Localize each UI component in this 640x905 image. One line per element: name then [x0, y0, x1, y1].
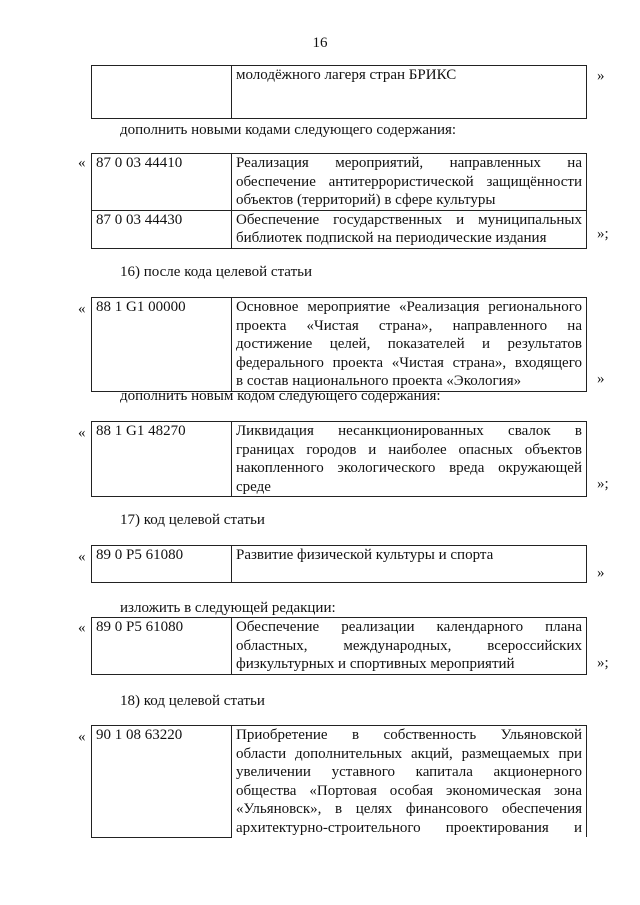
table-row: [92, 210, 587, 248]
table-row: [92, 298, 587, 392]
description-line: областных, международных, всероссийских: [236, 637, 582, 654]
description-line: Приобретение в собственность Ульяновской: [236, 727, 582, 743]
instruction-text: дополнить новым кодом следующего содержания:: [120, 388, 441, 404]
instruction-text: изложить в следующей редакции:: [120, 600, 336, 616]
description-line: федерального проекта «Чистая страна», входящего: [236, 354, 582, 371]
table-row: [92, 422, 587, 497]
opening-quote: «: [78, 301, 86, 317]
description-line: «Ульяновск», в целях финансового обеспечения: [236, 801, 582, 817]
code-table-3: [91, 421, 587, 497]
description-line: накопленного экологического вреда окружающей: [236, 460, 582, 476]
code-cell: 88 1 G1 48270: [92, 422, 232, 497]
description-line: среде: [236, 478, 271, 495]
description-cell: [232, 546, 587, 583]
instruction-text: 18) код целевой статьи: [120, 693, 265, 709]
code-table-4: [91, 545, 587, 583]
description-line: Реализация мероприятий, направленных на: [236, 155, 582, 171]
description-line: проекта «Чистая страна», направленного на: [236, 317, 582, 334]
table-row: [92, 66, 587, 119]
instruction-text: 16) после кода целевой статьи: [120, 264, 313, 280]
instruction-text: дополнить новыми кодами следующего содержания:: [120, 122, 457, 138]
closing-quote: »;: [597, 226, 609, 242]
code-table-6: [91, 725, 587, 838]
code-cell: 87 0 03 44410: [92, 154, 232, 211]
code-cell: 89 0 P5 61080: [92, 618, 232, 675]
table-row: [92, 618, 587, 675]
description-line: в состав национального проекта «Экология»: [236, 373, 522, 389]
code-table-0: [91, 65, 587, 119]
code-cell: 88 1 G1 00000: [92, 298, 232, 392]
opening-quote: «: [78, 729, 86, 745]
description-cell: [232, 210, 587, 248]
opening-quote: «: [78, 425, 86, 441]
closing-quote: »: [597, 68, 605, 84]
code-table-2: [91, 297, 587, 392]
closing-quote: »: [597, 565, 605, 581]
code-cell: 89 0 P5 61080: [92, 546, 232, 583]
description-line: объектов (территорий) в сфере культуры: [236, 192, 496, 208]
description-line: границах городов и наиболее опасных объектов: [236, 441, 582, 458]
table-row: [92, 546, 587, 583]
code-table-1: [91, 153, 587, 249]
description-cell: [232, 154, 587, 211]
description-cell: [232, 66, 587, 119]
opening-quote: «: [78, 155, 86, 171]
description-line: библиотек подпиской на периодические издания: [236, 230, 547, 246]
description-line: физкультурных и спортивных мероприятий: [236, 656, 515, 672]
page-number: 16: [312, 35, 328, 51]
closing-quote: »;: [597, 655, 609, 671]
description-cell: [232, 422, 587, 497]
description-line: Основное мероприятие «Реализация регионального: [236, 299, 582, 315]
closing-quote: »;: [597, 476, 609, 492]
code-table-5: [91, 617, 587, 675]
table-row: [92, 154, 587, 211]
description-line: достижение целей, показателей и результатов: [236, 336, 582, 352]
description-cell: [232, 618, 587, 675]
description-line: общества «Портовая особая экономическая зона: [236, 782, 582, 799]
description-line: Обеспечение реализации календарного плана: [236, 619, 582, 635]
description-cell: [232, 726, 587, 838]
opening-quote: «: [78, 549, 86, 565]
table-row: [92, 726, 587, 838]
description-line: Обеспечение государственных и муниципальных: [236, 211, 582, 228]
instruction-text: 17) код целевой статьи: [120, 512, 265, 528]
description-cell: [232, 298, 587, 392]
description-line: архитектурно-строительного проектирования и: [236, 819, 582, 836]
code-cell: 90 1 08 63220: [92, 726, 232, 838]
opening-quote: «: [78, 620, 86, 636]
description-line: Ликвидация несанкционированных свалок в: [236, 423, 582, 439]
code-cell: 87 0 03 44430: [92, 210, 232, 248]
description-line: Развитие физической культуры и спорта: [236, 547, 494, 563]
description-line: области дополнительных акций, размещаемых при: [236, 745, 582, 762]
description-line: обеспечение антитеррористической защищённости: [236, 173, 582, 190]
description-line: молодёжного лагеря стран БРИКС: [236, 67, 457, 83]
description-line: увеличении уставного капитала акционерного: [236, 764, 582, 780]
code-cell: [92, 66, 232, 119]
closing-quote: »: [597, 371, 605, 387]
